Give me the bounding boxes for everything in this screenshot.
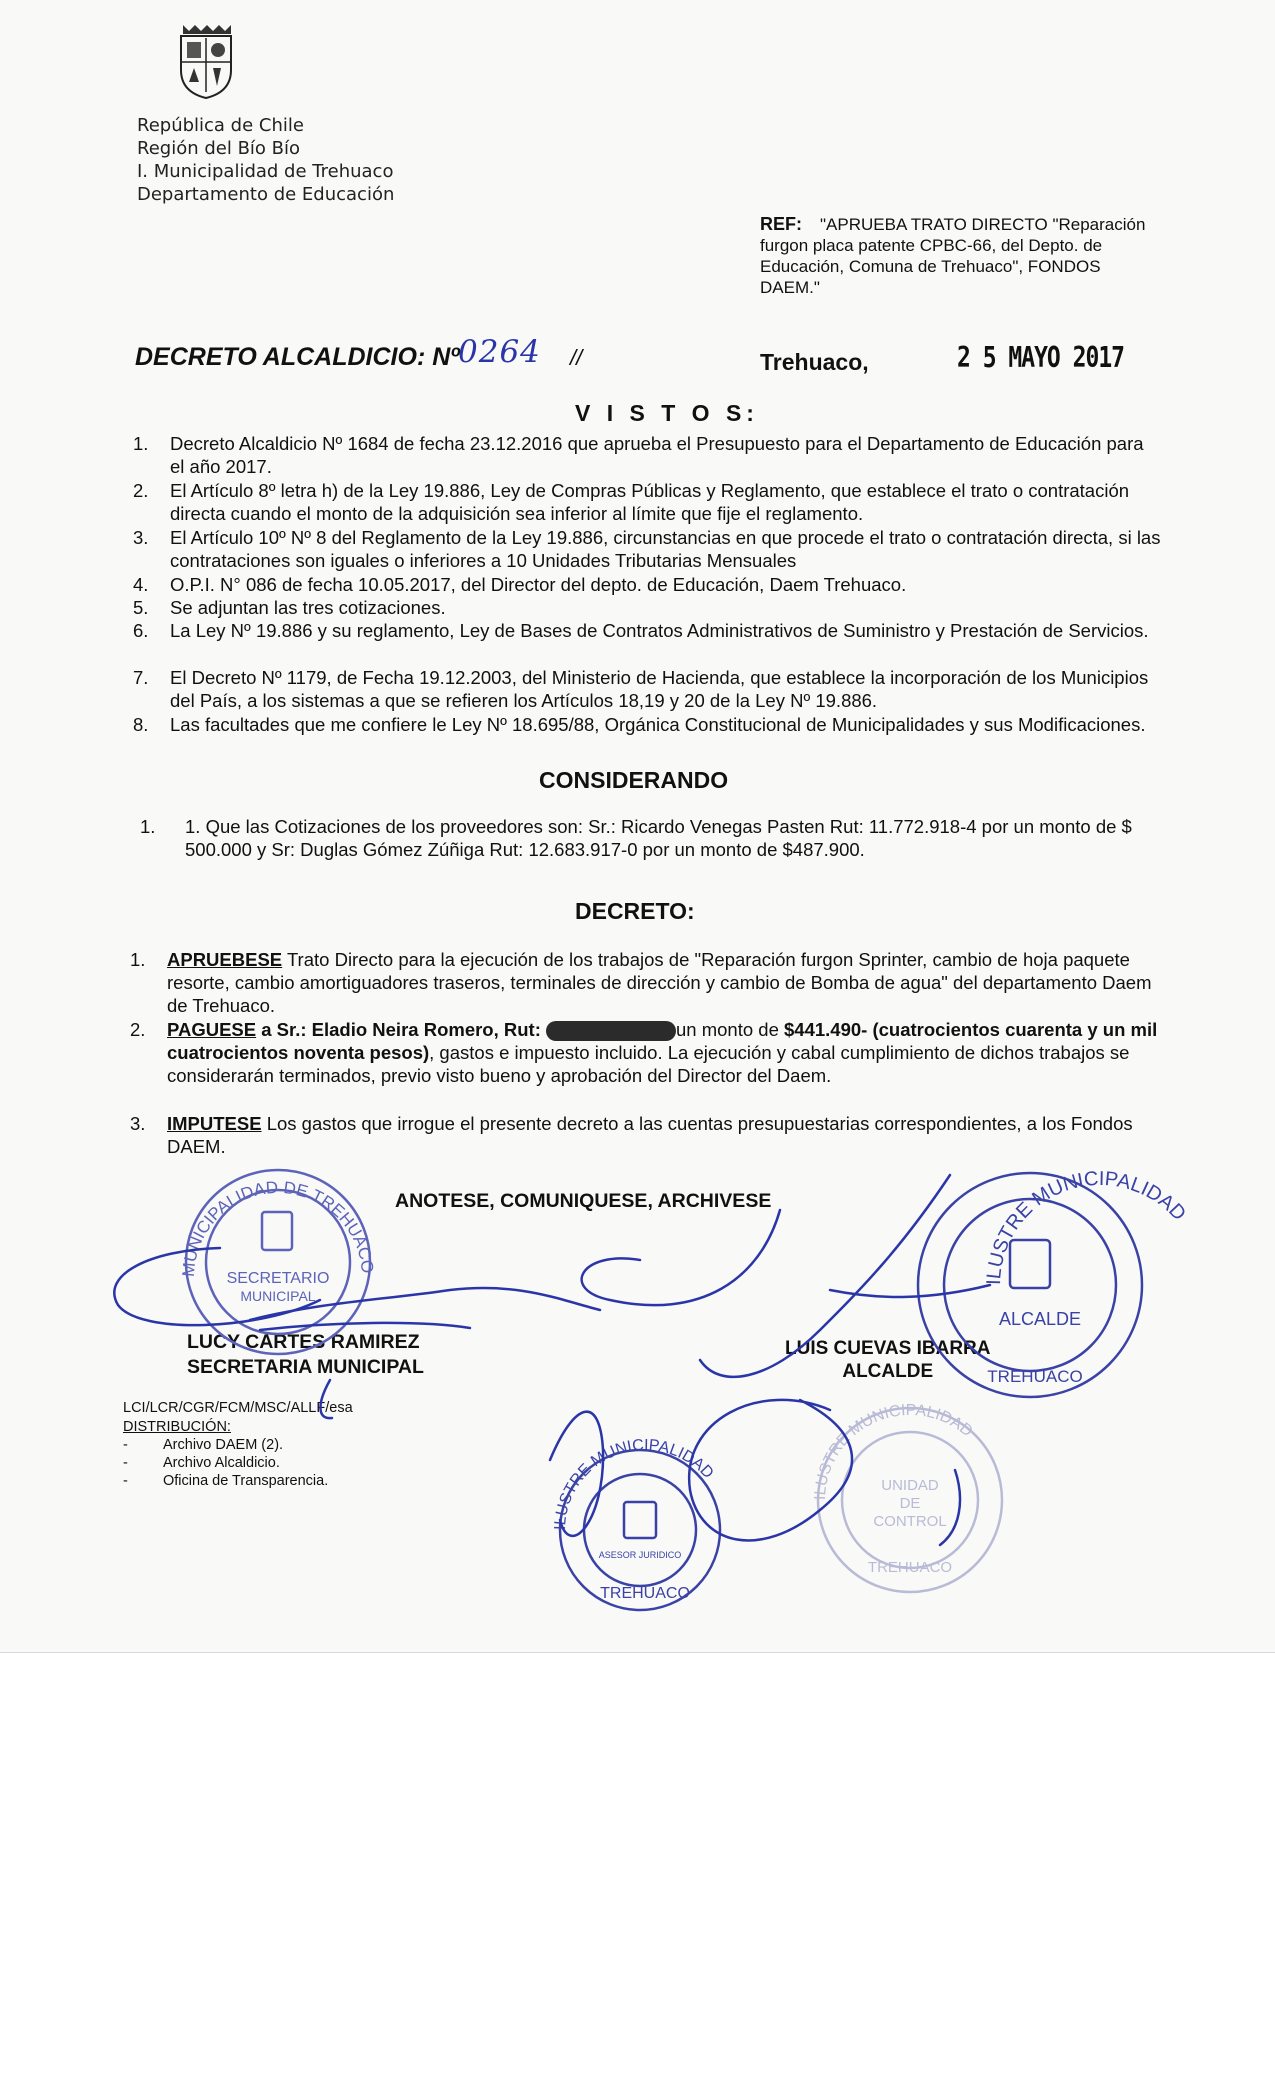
distribution-block — [123, 1418, 328, 1490]
list-item — [133, 526, 1162, 572]
item-number: 4. — [133, 574, 149, 595]
stamp-text: ILUSTRE MUNICIPALIDAD — [551, 1436, 717, 1531]
item-text: La Ley Nº 19.886 y su reglamento, Ley de Bases de Contratos Administrativos de Suministro y Prestación de Servicios. — [170, 620, 1149, 641]
signatory-name: LUCY CARTES RAMIREZ — [187, 1331, 420, 1353]
considerando-text: 1. Que las Cotizaciones de los proveedores son: Sr.: Ricardo Venegas Pasten Rut: 11.772.918-4 por un monto de $ 500.000 y Sr: Duglas Gómez Zúñiga Rut: 12.683.917-0 por un monto de $487.900. — [185, 816, 1132, 860]
signatory-title: ALCALDE — [842, 1361, 934, 1382]
stamp-text: CONTROL — [873, 1513, 947, 1530]
item-text: El Artículo 10º Nº 8 del Reglamento de la Ley 19.886, circunstancias en que procede el trato o contratación directa, si las contrataciones son iguales o inferiores a 10 Unidades Tributarias Mensuales — [170, 527, 1161, 571]
distribution-list — [123, 1436, 328, 1490]
item-text: Trato Directo para la ejecución de los trabajos de "Reparación furgon Sprinter, cambio de hoja paquete resorte, cambio amortiguadores traseros, terminales de dirección y cambio de Bomba de agua" del departamento Daem de Trehuaco. — [167, 949, 1152, 1016]
list-item — [130, 1112, 1162, 1158]
stamp-text: DE — [899, 1495, 921, 1512]
item-number: 1. — [133, 433, 149, 454]
decree-slashes: // — [570, 345, 583, 370]
considerando-title: CONSIDERANDO — [539, 767, 729, 793]
list-item — [133, 432, 1162, 478]
considerando-number: 1. — [140, 816, 156, 837]
stamp-text: ILUSTRE MUNICIPALIDAD — [982, 1167, 1191, 1286]
item-keyword: IMPUTESE — [167, 1113, 262, 1134]
signatory-left — [187, 1330, 424, 1380]
reference-block — [760, 214, 1162, 298]
payment-amount: $441.490- (cuatrocientos cuarenta y un mil cuatrocientos noventa pesos) — [167, 1019, 1158, 1064]
item-number: 6. — [133, 620, 149, 641]
decree-city: Trehuaco, — [760, 349, 869, 375]
stamp-text: ASESOR JURIDICO — [598, 1550, 682, 1560]
item-text: El Artículo 8º letra h) de la Ley 19.886, Ley de Compras Públicas y Reglamento, que establece el trato o contratación directa cuando el monto de la adquisición sea inferior al límite que fije el reglamento. — [170, 480, 1130, 524]
item-number: 3. — [133, 527, 149, 548]
signatory-right — [785, 1337, 991, 1383]
ref-label: REF: — [760, 214, 802, 234]
coat-of-arms-icon — [175, 22, 237, 100]
list-item — [133, 479, 1162, 525]
decree-label: DECRETO ALCALDICIO: Nº — [135, 343, 460, 371]
item-keyword: APRUEBESE — [167, 949, 283, 970]
date-stamp: 2 5 MAYO 2017 — [957, 341, 1125, 375]
item-text: Se adjuntan las tres cotizaciones. — [170, 597, 446, 618]
item-number: 5. — [133, 597, 149, 618]
stamp-text: MUNICIPALIDAD DE TREHUACO — [178, 1177, 378, 1278]
header-line: República de Chile — [137, 115, 304, 136]
item-text: El Decreto Nº 1179, de Fecha 19.12.2003, del Ministerio de Hacienda, que establece la incorporación de los Municipios del País, a los sistemas a que se refieren los Artículos 18,19 y 20 de la Ley Nº 19.886. — [170, 667, 1149, 711]
signatory-name: LUIS CUEVAS IBARRA — [785, 1338, 991, 1359]
list-item — [133, 619, 1162, 642]
item-number: 8. — [133, 714, 149, 735]
distribution-item: - Archivo DAEM (2). — [123, 1436, 328, 1454]
ref-text: "APRUEBA TRATO DIRECTO "Reparación furgon placa patente CPBC-66, del Depto. de Educación, Comuna de Trehuaco", FONDOS DAEM." — [760, 215, 1146, 297]
item-number: 2. — [133, 480, 149, 501]
stamp-text: ILUSTRE MUNICIPALIDAD — [811, 1401, 976, 1501]
item-text: Los gastos que irrogue el presente decreto a las cuentas presupuestarias correspondientes, a los Fondos DAEM. — [167, 1113, 1133, 1157]
issuer-header — [137, 114, 394, 206]
distribution-item: - Archivo Alcaldicio. — [123, 1454, 328, 1472]
signatory-title: SECRETARIA MUNICIPAL — [187, 1356, 424, 1378]
stamp-text: MUNICIPAL — [240, 1288, 316, 1304]
list-item — [133, 713, 1162, 736]
closing-formula: ANOTESE, COMUNIQUESE, ARCHIVESE — [395, 1190, 772, 1212]
item-keyword: PAGUESE — [167, 1019, 257, 1040]
item-text: O.P.I. N° 086 de fecha 10.05.2017, del Director del depto. de Educación, Daem Trehuaco. — [170, 574, 907, 595]
distribution-item: - Oficina de Transparencia. — [123, 1472, 328, 1490]
stamp-text: TREHUACO — [867, 1559, 953, 1576]
list-item — [133, 573, 1162, 596]
header-line: I. Municipalidad de Trehuaco — [137, 161, 394, 182]
header-line: Departamento de Educación — [137, 184, 395, 205]
item-text: Las facultades que me confiere le Ley Nº 18.695/88, Orgánica Constitucional de Municipalidades y sus Modificaciones. — [170, 714, 1146, 735]
stamp-text: UNIDAD — [881, 1477, 939, 1494]
stamp-text: TREHUACO — [987, 1367, 1083, 1386]
list-item — [130, 1018, 1162, 1087]
redacted-rut — [546, 1021, 676, 1041]
item-number: 1. — [130, 949, 146, 970]
decreto-title: DECRETO: — [575, 898, 695, 924]
item-number: 7. — [133, 667, 149, 688]
item-text: Decreto Alcaldicio Nº 1684 de fecha 23.12.2016 que aprueba el Presupuesto para el Departamento de Educación para el año 2017. — [170, 433, 1144, 477]
header-line: Región del Bío Bío — [137, 138, 301, 159]
stamp-text: ALCALDE — [998, 1309, 1082, 1329]
stamp-text: TREHUACO — [600, 1585, 690, 1602]
item-number: 2. — [130, 1019, 146, 1040]
payee: a Sr.: Eladio Neira Romero, Rut: — [256, 1019, 547, 1040]
drafter-initials: LCI/LCR/CGR/FCM/MSC/ALLF/esa — [123, 1400, 353, 1416]
item-text: un monto de — [676, 1019, 785, 1040]
list-item — [130, 948, 1162, 1017]
stamp-text: SECRETARIO — [226, 1270, 330, 1287]
vistos-title: V I S T O S: — [575, 400, 759, 426]
item-text: , gastos e impuesto incluido. La ejecución y cabal cumplimiento de dichos trabajos se considerarán terminados, previo visto bueno y aprobación del Director del Daem. — [167, 1042, 1130, 1087]
list-item — [133, 666, 1162, 712]
decree-number-handwritten: 0264 — [458, 334, 541, 370]
item-number: 3. — [130, 1113, 146, 1134]
distribution-title: DISTRIBUCIÓN: — [123, 1419, 231, 1435]
list-item — [133, 596, 1162, 619]
